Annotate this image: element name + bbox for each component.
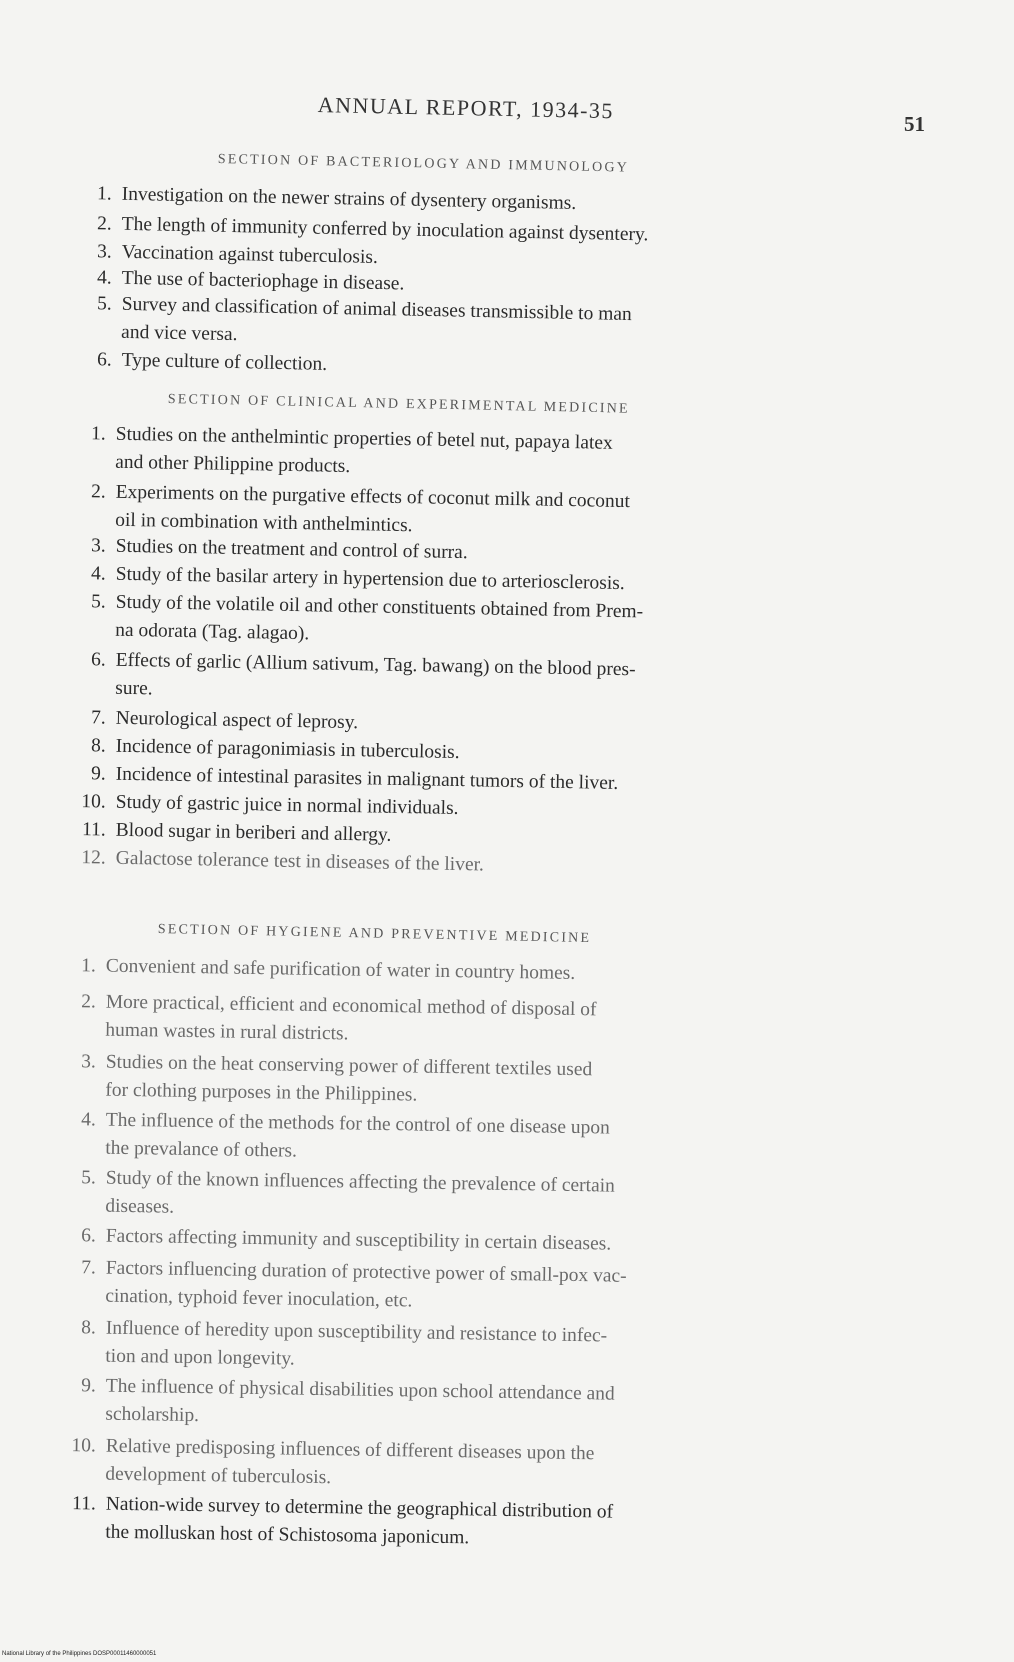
page-header bbox=[0, 92, 1014, 136]
list-item: 3. Studies on the heat conserving power of different textiles used for clothing purposes in the Philippines. bbox=[80, 1051, 593, 1106]
section-heading: SECTION OF HYGIENE AND PREVENTIVE MEDICINE bbox=[157, 922, 592, 947]
list-item: 3. Vaccination against tuberculosis. bbox=[96, 241, 379, 268]
list-item: 7. Factors influencing duration of protective power of small-pox vac- cination, typhoid fever inoculation, etc. bbox=[80, 1257, 627, 1312]
list-item: 1. Investigation on the newer strains of dysentery organisms. bbox=[96, 183, 577, 214]
list-item: 6. Effects of garlic (Allium sativum, Tag. bawang) on the blood pres- sure. bbox=[90, 649, 636, 700]
page-number: 51 bbox=[904, 112, 925, 136]
list-item: 2. The length of immunity conferred by inoculation against dysentery. bbox=[96, 213, 649, 246]
list-item: 4. Study of the basilar artery in hypertension due to arteriosclerosis. bbox=[90, 563, 625, 595]
list-item: 6. Type culture of collection. bbox=[96, 349, 328, 375]
list-item: 4. The use of bacteriophage in disease. bbox=[96, 267, 405, 295]
list-item: 11. Blood sugar in beriberi and allergy. bbox=[81, 819, 392, 846]
list-item: 2. Experiments on the purgative effects of coconut milk and coconut oil in combination with anthelmintics. bbox=[90, 481, 631, 537]
list-item: 12. Galactose tolerance test in diseases of the liver. bbox=[81, 847, 485, 876]
list-item: 6. Factors affecting immunity and susceptibility in certain diseases. bbox=[80, 1225, 612, 1255]
list-item: 8. Incidence of paragonimiasis in tuberculosis. bbox=[90, 735, 460, 764]
list-item: 5. Study of the volatile oil and other constituents obtained from Prem- na odorata (Tag. alagao). bbox=[90, 591, 644, 645]
section-heading: SECTION OF BACTERIOLOGY AND IMMUNOLOGY bbox=[217, 152, 630, 176]
section-heading: SECTION OF CLINICAL AND EXPERIMENTAL MEDICINE bbox=[167, 392, 630, 417]
list-item: 1. Convenient and safe purification of water in country homes. bbox=[80, 955, 576, 984]
running-title: ANNUAL REPORT, 1934-35 bbox=[317, 92, 615, 124]
list-item: 5. Study of the known influences affecting the prevalence of certain diseases. bbox=[80, 1167, 616, 1218]
list-item: 1. Studies on the anthelmintic properties of betel nut, papaya latex and other Philippine products. bbox=[90, 423, 613, 478]
archive-footer-tag: National Library of the Philippines DOSP00011460000051 bbox=[2, 1651, 157, 1657]
list-item: 9. The influence of physical disabilities upon school attendance and scholarship. bbox=[80, 1375, 615, 1427]
list-item: 7. Neurological aspect of leprosy. bbox=[90, 707, 359, 734]
list-item: 8. Influence of heredity upon susceptibility and resistance to infec- tion and upon longevity. bbox=[80, 1317, 608, 1370]
list-item: 2. More practical, efficient and economical method of disposal of human wastes in rural districts. bbox=[80, 991, 597, 1045]
list-item: 10. Relative predisposing influences of different diseases upon the development of tuberculosis. bbox=[71, 1435, 595, 1489]
list-item: 10. Study of gastric juice in normal individuals. bbox=[81, 791, 459, 820]
list-item: 4. The influence of the methods for the control of one disease upon the prevalance of others. bbox=[80, 1109, 611, 1162]
list-item: 5. Survey and classification of animal diseases transmissible to man and vice versa. bbox=[96, 293, 632, 346]
list-item: 3. Studies on the treatment and control of surra. bbox=[90, 535, 468, 564]
list-item: 11. Nation-wide survey to determine the geographical distribution of the molluskan host of Schistosoma japonicum. bbox=[71, 1493, 614, 1549]
list-item: 9. Incidence of intestinal parasites in malignant tumors of the liver. bbox=[90, 763, 619, 794]
